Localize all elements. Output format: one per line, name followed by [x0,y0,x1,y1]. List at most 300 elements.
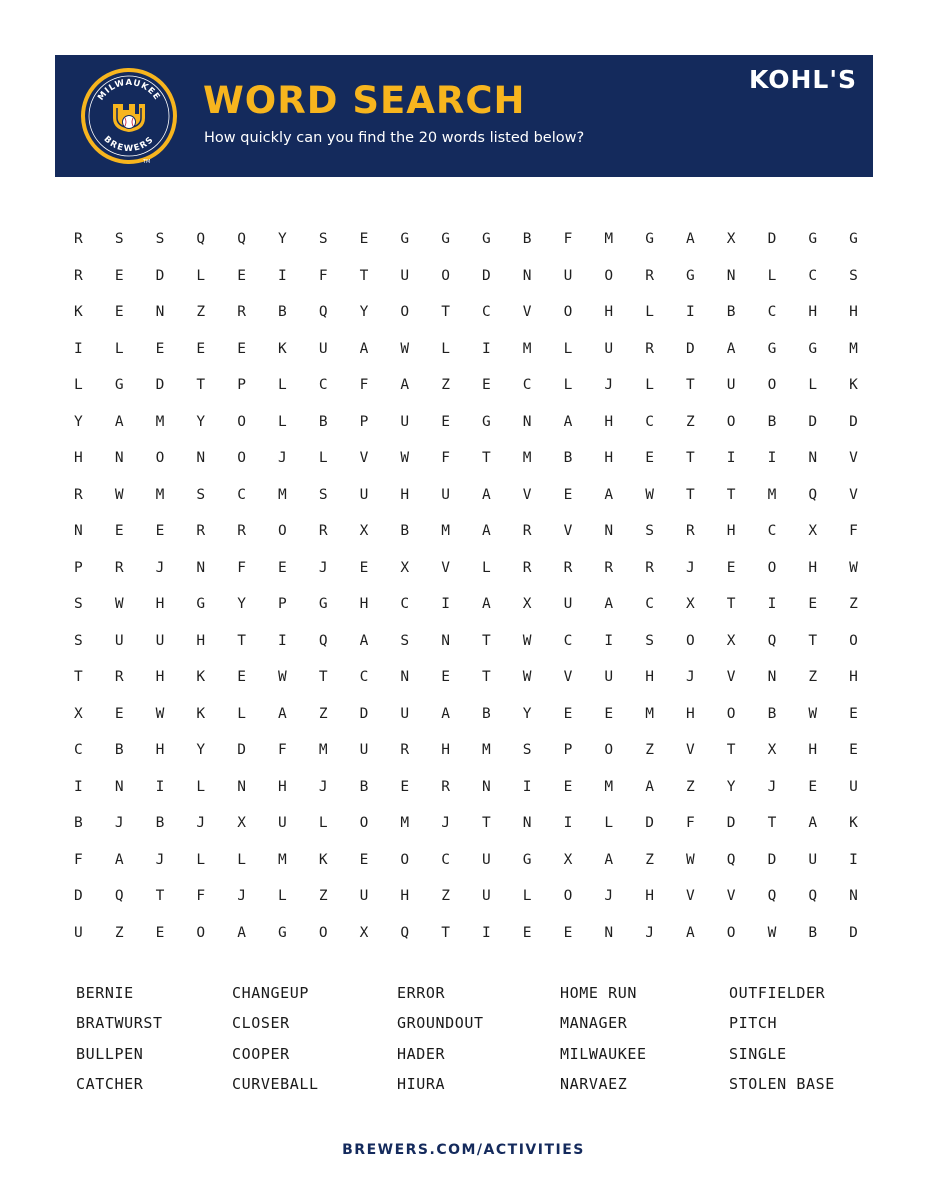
grid-letter: E [482,377,491,394]
grid-row [58,732,874,769]
grid-letter: L [74,377,83,394]
grid-letter: T [155,888,165,905]
grid-letter: E [237,340,246,357]
grid-letter: D [74,888,83,905]
grid-letter: U [278,815,287,832]
grid-row [58,221,874,258]
grid-letter: J [155,851,165,868]
grid-letter: L [196,778,206,795]
grid-letter: D [155,267,165,284]
grid-letter: I [604,632,614,649]
grid-letter: K [74,304,83,321]
grid-letter: O [849,632,858,649]
grid-letter: H [645,669,654,686]
grid-letter: N [400,669,410,686]
grid-letter: A [237,924,246,941]
grid-letter: L [278,888,287,905]
grid-letter: B [808,924,818,941]
grid-letter: Y [237,596,246,613]
word-list-item: PITCH [729,1014,778,1033]
grid-letter: K [196,669,206,686]
grid-letter: N [237,778,246,795]
word-list-item: MILWAUKEE [560,1044,647,1063]
grid-letter: A [359,340,369,357]
grid-letter: N [441,632,450,649]
grid-letter: Q [318,632,328,649]
grid-letter: K [278,340,287,357]
grid-letter: A [685,924,695,941]
grid-letter: V [563,669,573,686]
grid-letter: W [155,705,165,722]
grid-letter: J [685,559,695,576]
grid-letter: J [278,450,287,467]
grid-letter: B [563,450,573,467]
grid-letter: G [808,231,818,248]
grid-letter: A [685,231,695,248]
grid-letter: A [400,377,410,394]
word-list-item: CHANGEUP [232,984,310,1002]
grid-letter: I [74,778,83,795]
grid-letter: N [114,450,124,467]
grid-letter: T [808,632,818,649]
grid-letter: G [482,413,491,430]
grid-letter: O [318,924,328,941]
grid-letter: D [849,924,858,941]
grid-letter: N [114,778,124,795]
grid-letter: E [278,559,287,576]
grid-letter: T [726,596,736,613]
grid-letter: W [808,705,818,722]
grid-letter: B [767,413,777,430]
grid-letter: O [726,413,736,430]
grid-letter: H [155,742,165,759]
grid-letter: H [808,742,818,759]
grid-letter: D [849,413,858,430]
grid-letter: K [849,377,858,394]
grid-letter: S [400,632,410,649]
activities-link[interactable]: BREWERS.COM/ACTIVITIES [342,1142,585,1158]
grid-letter: J [155,559,165,576]
grid-letter: B [74,815,83,832]
grid-row [58,477,874,514]
grid-letter: O [155,450,165,467]
grid-letter: X [563,851,573,868]
grid-letter: T [196,377,206,394]
grid-letter: L [808,377,818,394]
grid-letter: Z [808,669,818,686]
grid-letter: D [645,815,654,832]
grid-letter: T [359,267,369,284]
grid-letter: V [522,304,532,321]
grid-letter: N [196,450,206,467]
grid-row [58,769,874,806]
grid-letter: D [767,231,777,248]
grid-letter: R [441,778,450,795]
grid-letter: L [196,851,206,868]
grid-letter: D [482,267,491,284]
grid-letter: B [318,413,328,430]
grid-letter: Y [196,413,206,430]
grid-letter: H [645,888,654,905]
page-subtitle: How quickly can you find the 20 words listed below? [204,130,585,146]
grid-letter: W [522,632,532,649]
grid-letter: S [318,231,328,248]
grid-letter: W [685,851,695,868]
grid-letter: L [278,377,287,394]
grid-letter: P [563,742,573,759]
grid-letter: U [808,851,818,868]
grid-letter: L [645,304,654,321]
grid-letter: U [359,742,369,759]
grid-letter: B [482,705,491,722]
grid-letter: E [563,778,573,795]
grid-letter: N [522,267,532,284]
grid-letter: W [849,559,858,576]
word-list-item: CLOSER [232,1014,290,1033]
grid-letter: T [726,742,736,759]
grid-letter: L [237,705,246,722]
grid-letter: G [114,377,124,394]
grid-letter: O [563,304,573,321]
grid-letter: E [359,231,369,248]
word-list-item: BULLPEN [76,1044,144,1063]
grid-letter: X [767,742,777,759]
grid-letter: R [74,231,83,248]
grid-letter: Y [522,705,532,722]
grid-letter: M [155,413,165,430]
grid-letter: F [563,231,573,248]
logo-text-top: MILWAUKEE [96,77,162,103]
grid-letter: O [237,413,246,430]
grid-letter: R [114,669,124,686]
grid-letter: P [74,559,83,576]
grid-letter: Q [114,888,124,905]
grid-row [58,659,874,696]
word-list-item: SINGLE [729,1044,787,1063]
grid-letter: D [767,851,777,868]
grid-letter: T [74,669,83,686]
grid-letter: E [808,596,818,613]
grid-letter: D [237,742,246,759]
grid-letter: N [767,669,777,686]
grid-letter: S [318,486,328,503]
grid-letter: T [767,815,777,832]
grid-letter: A [441,705,450,722]
grid-letter: B [155,815,165,832]
grid-letter: E [114,523,124,540]
grid-letter: C [522,377,532,394]
logo-text-bottom: BREWERS [101,134,157,155]
grid-letter: G [645,231,654,248]
grid-letter: E [155,523,165,540]
grid-letter: N [604,924,614,941]
grid-letter: I [74,340,83,357]
grid-letter: V [726,888,736,905]
grid-letter: V [849,450,858,467]
grid-letter: G [808,340,818,357]
grid-letter: U [849,778,858,795]
grid-letter: S [74,632,83,649]
grid-letter: A [604,596,614,613]
word-list-item: COOPER [232,1044,290,1063]
grid-letter: U [318,340,328,357]
grid-row [58,367,874,404]
grid-letter: N [522,413,532,430]
grid-letter: U [604,669,614,686]
grid-letter: Z [114,924,124,941]
grid-letter: T [685,377,695,394]
grid-letter: E [563,486,573,503]
grid-letter: X [237,815,246,832]
grid-letter: W [645,486,654,503]
word-list-item: HOME RUN [560,984,638,1002]
grid-letter: A [604,486,614,503]
grid-letter: A [359,632,369,649]
grid-letter: R [645,340,654,357]
grid-letter: M [278,851,287,868]
grid-letter: N [604,523,614,540]
grid-letter: L [522,888,532,905]
grid-row [58,623,874,660]
grid-letter: R [645,559,654,576]
grid-letter: G [522,851,532,868]
grid-letter: L [318,450,328,467]
grid-letter: M [155,486,165,503]
grid-letter: Z [645,742,654,759]
grid-row [58,331,874,368]
grid-letter: M [645,705,654,722]
grid-letter: C [74,742,83,759]
grid-letter: G [441,231,450,248]
grid-letter: B [278,304,287,321]
grid-letter: Y [278,231,287,248]
grid-letter: T [685,450,695,467]
grid-letter: X [808,523,818,540]
grid-letter: B [400,523,410,540]
grid-letter: H [604,450,614,467]
brewers-logo [79,66,179,166]
grid-letter: Q [808,486,818,503]
grid-letter: T [441,924,450,941]
grid-letter: Y [196,742,206,759]
grid-letter: R [604,559,614,576]
grid-letter: G [318,596,328,613]
grid-letter: F [359,377,369,394]
grid-letter: M [278,486,287,503]
grid-letter: I [849,851,858,868]
grid-letter: U [441,486,450,503]
grid-letter: U [400,267,410,284]
grid-letter: Q [400,924,410,941]
word-list-item: BRATWURST [76,1014,163,1033]
grid-letter: N [155,304,165,321]
grid-row [58,805,874,842]
grid-letter: P [278,596,287,613]
grid-letter: N [808,450,818,467]
grid-letter: W [400,340,410,357]
grid-letter: O [767,559,777,576]
grid-letter: Q [767,888,777,905]
grid-letter: M [767,486,777,503]
grid-letter: R [318,523,328,540]
grid-letter: C [645,596,654,613]
grid-letter: T [318,669,328,686]
grid-letter: O [278,523,287,540]
grid-letter: F [318,267,328,284]
grid-letter: M [522,340,532,357]
grid-letter: Y [359,304,369,321]
grid-letter: C [318,377,328,394]
grid-letter: F [74,851,83,868]
grid-letter: R [114,559,124,576]
grid-letter: J [318,778,328,795]
grid-letter: B [359,778,369,795]
grid-letter: X [74,705,83,722]
grid-letter: U [563,596,573,613]
grid-letter: V [849,486,858,503]
grid-letter: A [278,705,287,722]
grid-letter: O [685,632,695,649]
grid-letter: T [482,632,491,649]
grid-letter: T [441,304,450,321]
grid-letter: O [400,304,410,321]
grid-letter: J [196,815,206,832]
grid-letter: E [563,705,573,722]
grid-letter: H [808,304,818,321]
grid-letter: F [196,888,206,905]
grid-letter: I [726,450,736,467]
grid-letter: H [74,450,83,467]
grid-letter: G [278,924,287,941]
grid-letter: B [726,304,736,321]
grid-letter: S [114,231,124,248]
grid-letter: J [237,888,246,905]
grid-letter: F [849,523,858,540]
grid-letter: V [441,559,450,576]
grid-letter: C [482,304,491,321]
word-search-grid [58,221,874,951]
grid-row [58,258,874,295]
grid-letter: L [563,377,573,394]
word-list-item: GROUNDOUT [397,1014,484,1033]
grid-letter: U [563,267,573,284]
grid-letter: E [849,742,858,759]
grid-row [58,915,874,952]
grid-letter: U [74,924,83,941]
grid-letter: L [196,267,206,284]
grid-letter: S [74,596,83,613]
grid-letter: H [155,669,165,686]
grid-letter: S [522,742,532,759]
grid-letter: E [808,778,818,795]
grid-letter: R [237,523,246,540]
grid-letter: W [522,669,532,686]
grid-letter: E [604,705,614,722]
grid-letter: E [196,340,206,357]
grid-letter: H [441,742,450,759]
grid-letter: B [522,231,532,248]
grid-letter: Q [196,231,206,248]
word-list-item: MANAGER [560,1014,628,1033]
grid-letter: I [482,340,491,357]
grid-row [58,404,874,441]
grid-letter: O [767,377,777,394]
grid-letter: Q [318,304,328,321]
grid-letter: E [359,559,369,576]
grid-letter: V [726,669,736,686]
grid-letter: J [604,888,614,905]
word-list-item: HIURA [397,1074,446,1093]
grid-letter: U [359,888,369,905]
grid-letter: Z [196,304,206,321]
grid-letter: S [645,632,654,649]
grid-letter: H [849,669,858,686]
grid-letter: E [114,705,124,722]
grid-letter: H [359,596,369,613]
grid-letter: E [114,304,124,321]
grid-letter: D [685,340,695,357]
grid-letter: C [237,486,246,503]
grid-letter: H [155,596,165,613]
grid-letter: H [400,486,410,503]
grid-letter: C [441,851,450,868]
grid-letter: N [196,559,206,576]
grid-letter: Z [849,596,858,613]
grid-letter: R [645,267,654,284]
grid-letter: Z [318,888,328,905]
grid-letter: K [196,705,206,722]
word-list-item: HADER [397,1044,446,1063]
grid-letter: M [441,523,450,540]
grid-letter: E [563,924,573,941]
word-list-item: NARVAEZ [560,1074,628,1093]
grid-letter: R [74,486,83,503]
grid-letter: S [196,486,206,503]
grid-letter: P [359,413,369,430]
grid-letter: D [726,815,736,832]
grid-letter: U [400,413,410,430]
grid-letter: S [155,231,165,248]
grid-letter: J [604,377,614,394]
svg-text:TM: TM [143,159,151,165]
grid-letter: U [359,486,369,503]
grid-letter: Z [441,888,450,905]
grid-letter: O [237,450,246,467]
grid-letter: V [359,450,369,467]
grid-letter: T [482,450,491,467]
grid-letter: E [237,669,246,686]
grid-letter: E [441,669,450,686]
grid-letter: C [563,632,573,649]
grid-letter: R [237,304,246,321]
grid-letter: H [278,778,287,795]
grid-letter: C [400,596,410,613]
grid-letter: H [196,632,206,649]
grid-letter: L [645,377,654,394]
grid-letter: A [645,778,654,795]
page-title: WORD SEARCH [203,79,526,122]
grid-letter: Z [645,851,654,868]
grid-letter: I [522,778,532,795]
grid-letter: J [318,559,328,576]
grid-letter: Z [441,377,450,394]
grid-letter: N [726,267,736,284]
grid-letter: E [522,924,532,941]
grid-letter: R [685,523,695,540]
grid-letter: Q [726,851,736,868]
grid-letter: O [196,924,206,941]
grid-letter: E [400,778,410,795]
